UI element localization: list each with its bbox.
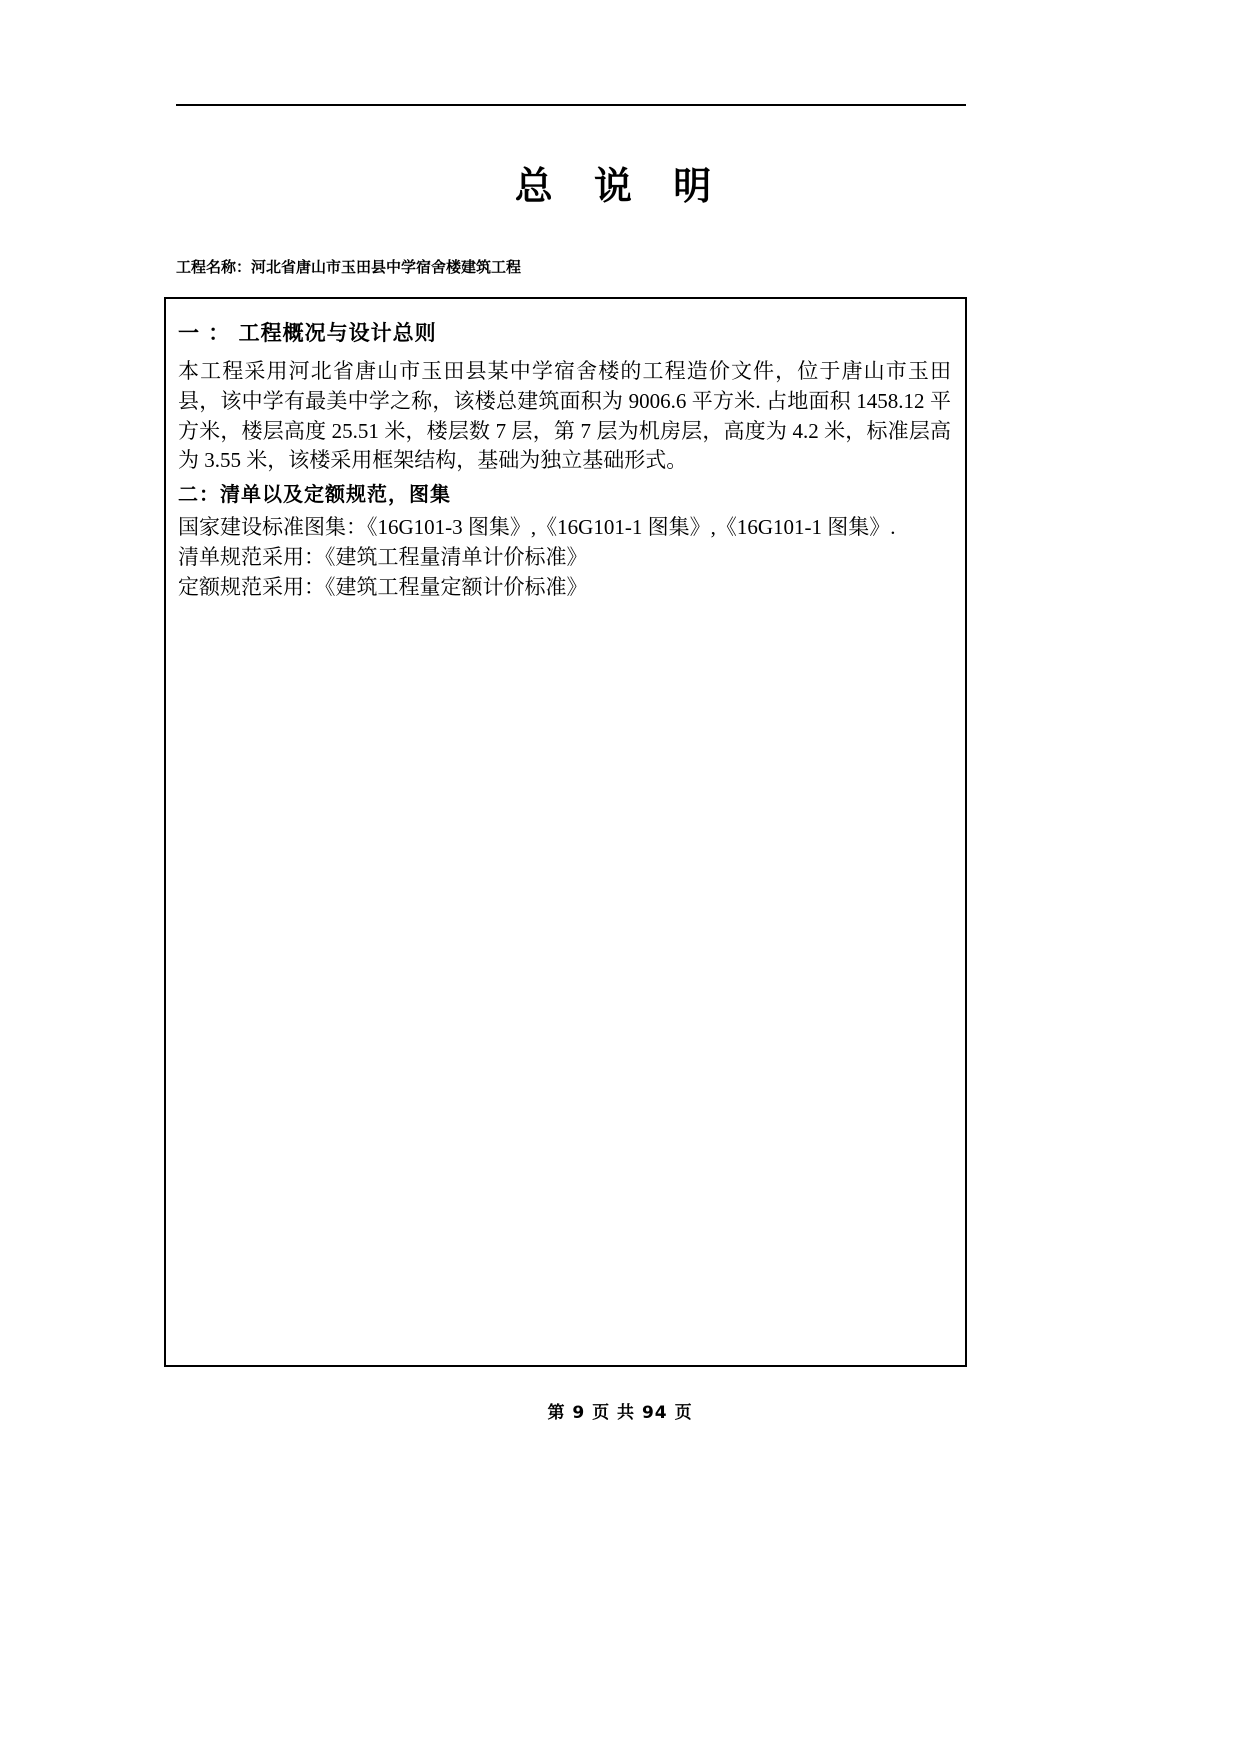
footer-suffix: 页 <box>674 1403 693 1423</box>
footer-middle: 页 共 <box>592 1403 636 1423</box>
section-2-paragraph-2: 清单规范采用：《建筑工程量清单计价标准》 <box>178 545 588 570</box>
footer-total-pages: 94 <box>641 1403 668 1423</box>
header-divider <box>176 104 966 106</box>
section-2-paragraph-1: 国家建设标准图集：《16G101-3 图集》,《16G101-1 图集》,《16G101-1 图集》. <box>178 515 896 540</box>
page-title: 总 说 明 <box>514 164 726 208</box>
project-name-line <box>176 256 521 277</box>
section-heading-1: 一 ： 工程概况与设计总则 <box>178 321 437 345</box>
page-footer <box>0 1398 1240 1423</box>
content-box <box>164 297 967 1367</box>
content-inner <box>166 299 965 603</box>
project-name-value: 河北省唐山市玉田县中学宿舍楼建筑工程 <box>251 258 522 276</box>
section-heading-2: 二：清单以及定额规范，图集 <box>178 482 451 507</box>
section-2-paragraph-3: 定额规范采用：《建筑工程量定额计价标准》 <box>178 574 588 599</box>
project-name-label: 工程名称： <box>176 258 252 276</box>
footer-current-page: 9 <box>572 1403 586 1423</box>
footer-prefix: 第 <box>547 1403 566 1423</box>
section-1-paragraph-1: 本工程采用河北省唐山市玉田县某中学宿舍楼的工程造价文件，位于唐山市玉田县，该中学有最美中学之称，该楼总建筑面积为 9006.6 平方米. 占地面积 1458.12 平方米，楼层高度 25.51 米，楼层数 7 层，第 7 层为机房层，高度为 4.2 米，标准层高为 3.55 米，该楼采用框架结构，基础为独立基础形式。 <box>178 359 951 473</box>
